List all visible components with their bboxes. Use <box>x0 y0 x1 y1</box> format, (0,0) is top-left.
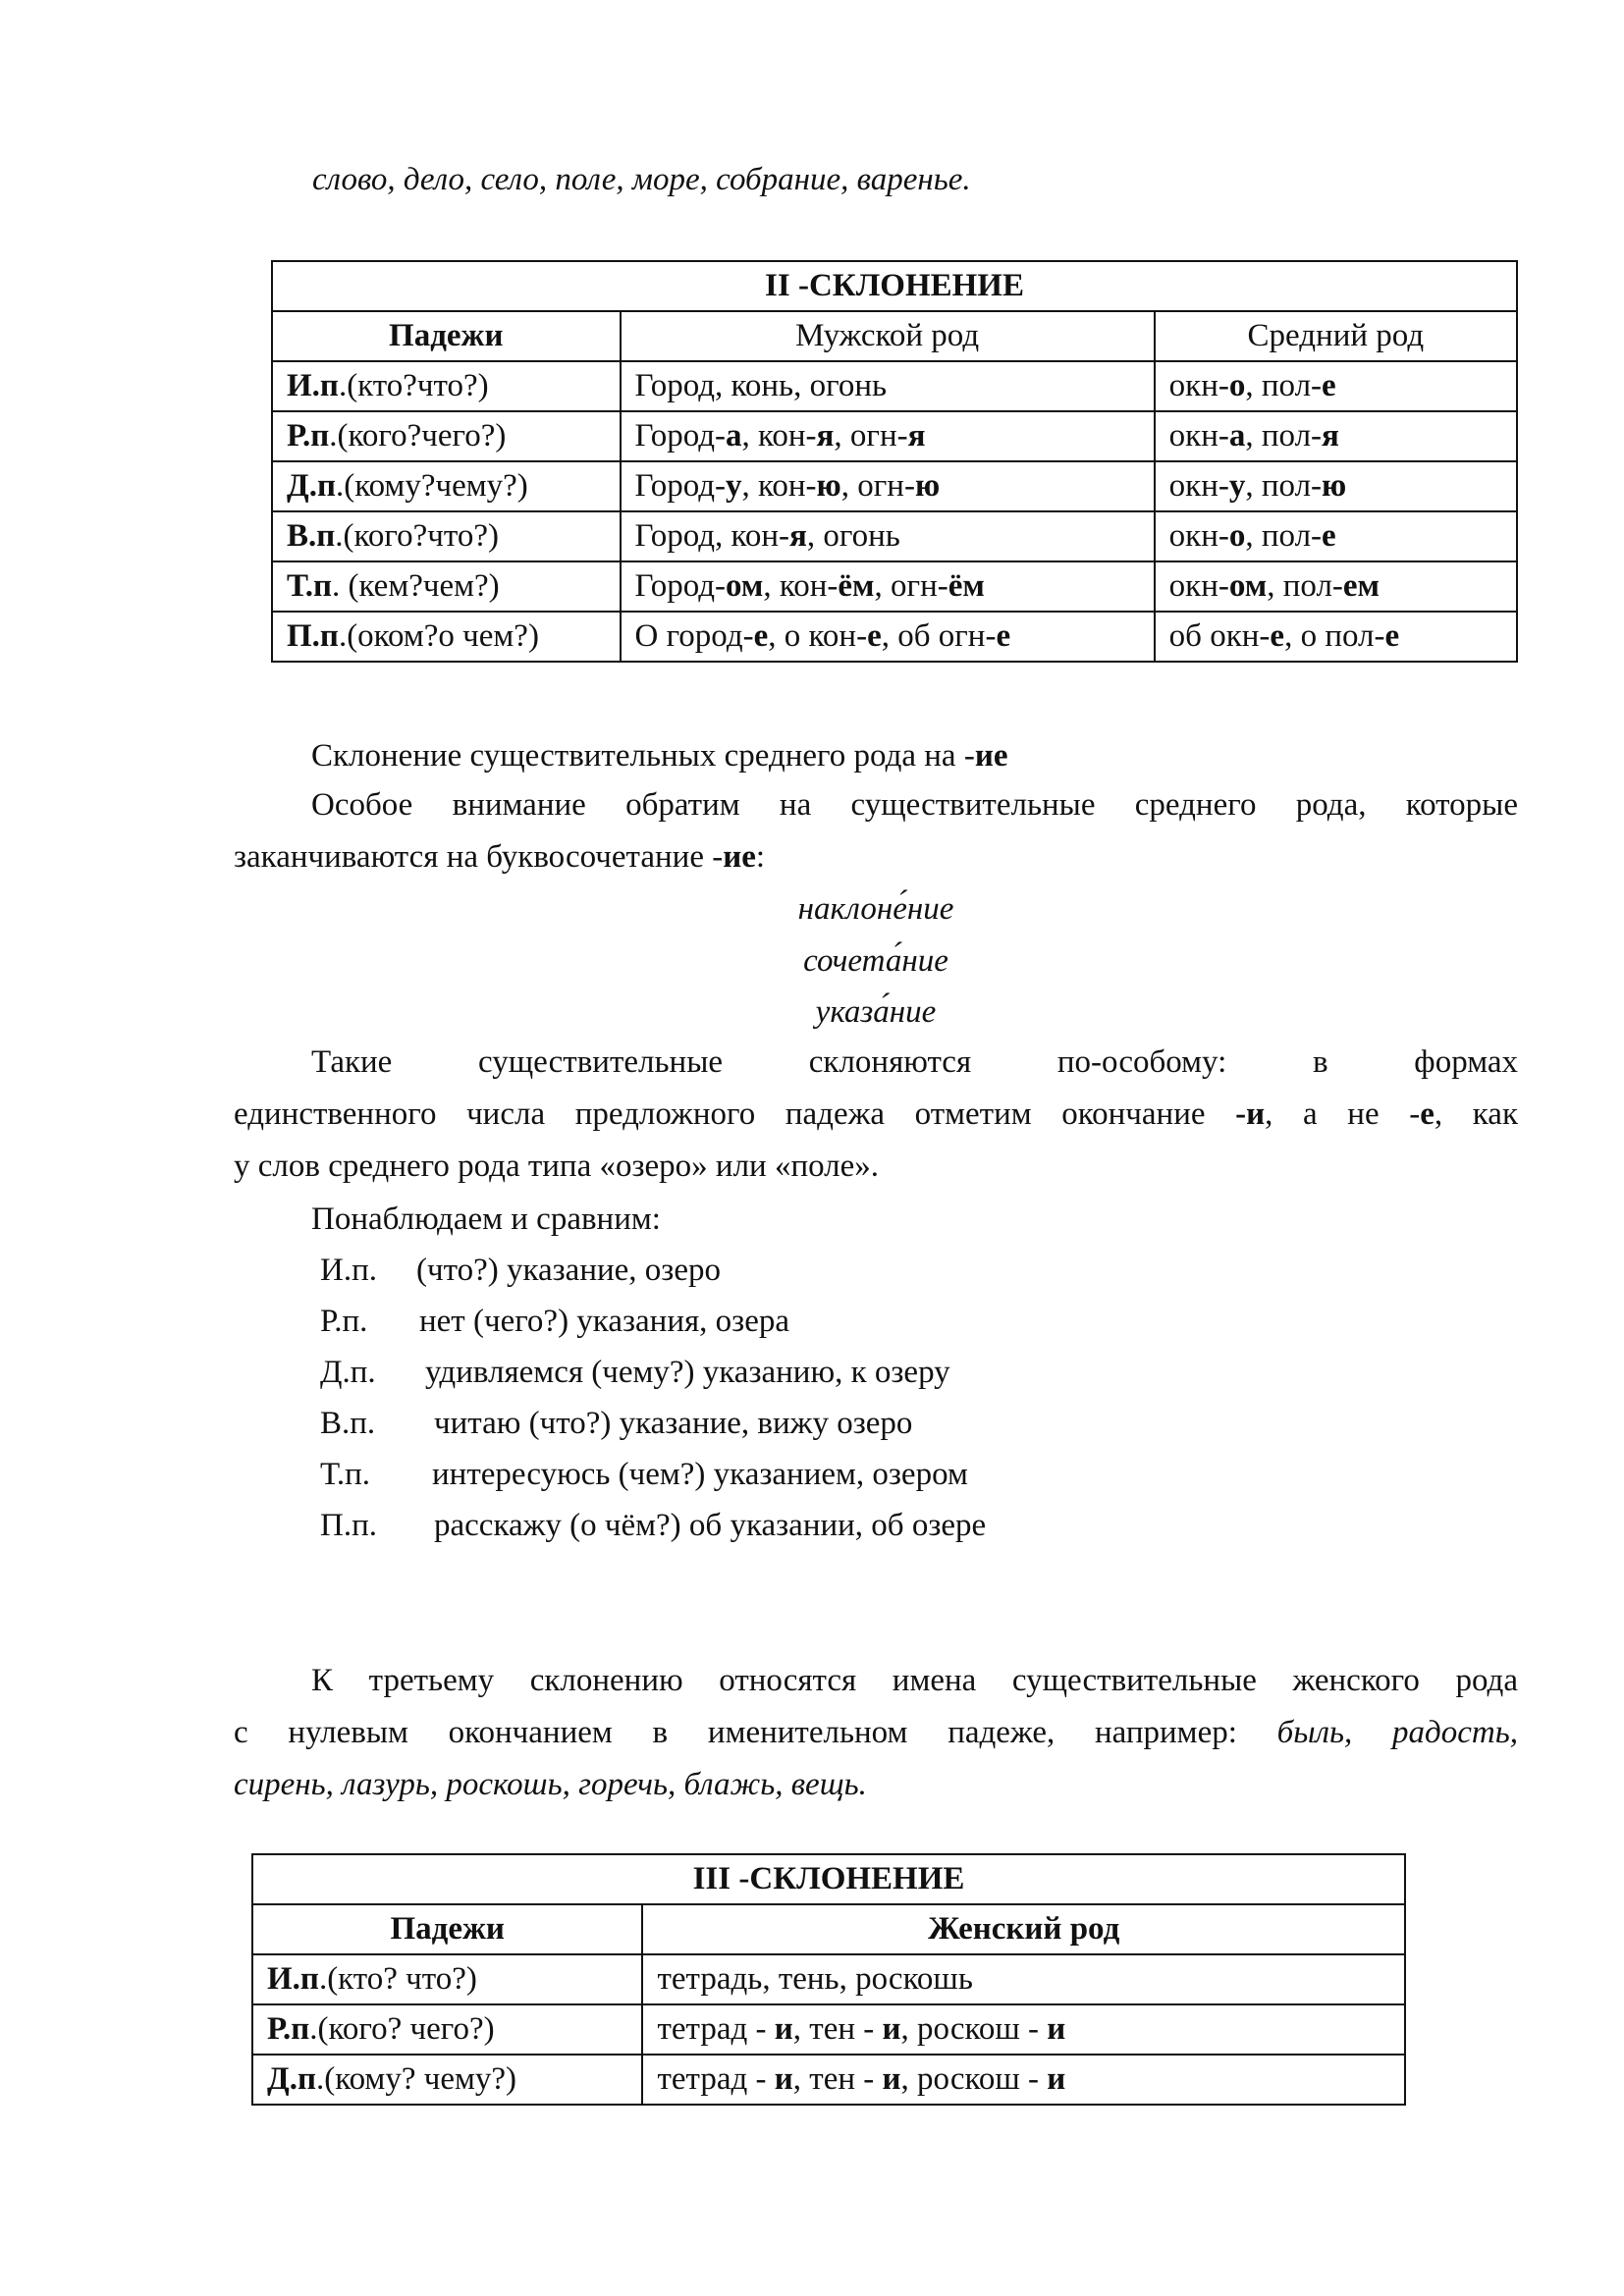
case-cell <box>272 511 621 561</box>
paragraph-line: сирень, лазурь, роскошь, горечь, блажь, вещь. <box>234 1767 867 1802</box>
text-segment: окн- <box>1168 518 1229 554</box>
text-segment: , пол- <box>1245 368 1323 403</box>
second-declension-table <box>271 260 1518 663</box>
compare-row <box>320 1459 968 1491</box>
ending-bold: и <box>1047 2061 1066 2097</box>
text-segment: , роскош - <box>900 2011 1048 2047</box>
ending-bold: и <box>774 2011 793 2047</box>
feminine-cell <box>642 2004 1405 2055</box>
ending-bold: и <box>774 2061 793 2097</box>
example-word: сочета́ние <box>803 943 948 979</box>
header-cases: Падежи <box>252 1904 642 1954</box>
paragraph-line <box>234 1655 1518 1707</box>
observe-line: Понаблюдаем и сравним: <box>311 1201 661 1237</box>
text-segment: , кон- <box>741 418 817 454</box>
paragraph-text: Такие существительные склоняются по-особому: в формах <box>311 1044 1518 1080</box>
text-segment: Город- <box>634 468 727 504</box>
ending-bold: ём <box>947 568 985 604</box>
compare-text: (что?) указание, озеро <box>416 1253 721 1288</box>
neuter-cell <box>1155 361 1517 411</box>
ending-bold: и <box>882 2061 901 2097</box>
compare-case: Т.п. <box>320 1457 371 1492</box>
compare-text: нет (чего?) указания, озера <box>419 1304 790 1339</box>
paragraph-line <box>234 779 1518 831</box>
ending-bold: о <box>1228 518 1246 554</box>
ending-bold: Д.п <box>267 2061 316 2097</box>
text-segment: .(кто? что?) <box>318 1961 477 1997</box>
case-cell <box>252 1954 642 2004</box>
table-row <box>272 411 1517 461</box>
ending-bold: е <box>1270 618 1285 654</box>
case-cell <box>272 361 621 411</box>
text-segment: , роскош - <box>900 2061 1048 2097</box>
example-word: наклоне́ние <box>797 891 954 927</box>
paragraph-ie-intro <box>234 779 1518 883</box>
compare-row <box>320 1510 986 1542</box>
ending-bold: я <box>907 418 926 454</box>
compare-row <box>320 1357 950 1389</box>
text-segment: , а не - <box>1265 1096 1421 1132</box>
ending-bold: ю <box>1322 468 1347 504</box>
ending-bold: о <box>1228 368 1246 403</box>
table-title-row <box>252 1854 1405 1904</box>
text-segment: , тен - <box>792 2061 883 2097</box>
ending-bold: е <box>753 618 769 654</box>
header-feminine: Женский род <box>642 1904 1405 1954</box>
compare-case: Р.п. <box>320 1304 368 1339</box>
case-cell <box>252 2004 642 2055</box>
table-row <box>272 561 1517 612</box>
intro-examples: слово, дело, село, поле, море, собрание, варенье. <box>312 162 971 197</box>
case-cell <box>272 561 621 612</box>
table-row <box>252 1954 1405 2004</box>
paragraph-line <box>234 1037 1518 1089</box>
paragraph-text: : <box>755 839 766 875</box>
neuter-cell <box>1155 411 1517 461</box>
header-neuter: Средний род <box>1155 311 1517 361</box>
ending-bold: Р.п <box>287 418 330 454</box>
table-row <box>272 511 1517 561</box>
table-row <box>252 2004 1405 2055</box>
ending-bold: е <box>996 618 1011 654</box>
text-segment: , кон- <box>763 568 839 604</box>
text-segment: , об огн- <box>881 618 997 654</box>
paragraph-text: К третьему склонению относятся имена существительные женского рода <box>311 1663 1518 1698</box>
ending-bold: ём <box>838 568 875 604</box>
text-segment: . (кем?чем?) <box>331 568 500 604</box>
ending-bold: ем <box>1342 568 1380 604</box>
text-segment: , как <box>1434 1096 1518 1132</box>
ending-bold: ом <box>726 568 764 604</box>
third-declension-table <box>251 1853 1406 2106</box>
paragraph-third-declension <box>234 1655 1518 1811</box>
header-masculine: Мужской род <box>621 311 1155 361</box>
masculine-cell <box>621 361 1155 411</box>
text-segment: , пол- <box>1245 518 1323 554</box>
text-segment: .(оком?о чем?) <box>338 618 539 654</box>
heading-suffix: ие <box>974 738 1008 774</box>
table-row <box>272 612 1517 662</box>
ending-bold: И.п <box>287 368 339 403</box>
neuter-cell <box>1155 612 1517 662</box>
ending-bold: ю <box>914 468 941 504</box>
text-segment: тетрадь, тень, роскошь <box>657 1961 973 1997</box>
feminine-cell <box>642 1954 1405 2004</box>
text-segment: об окн- <box>1168 618 1271 654</box>
ending-bold: у <box>726 468 742 504</box>
text-segment: Город, кон- <box>634 518 790 554</box>
case-cell <box>272 612 621 662</box>
compare-text: расскажу (о чём?) об указании, об озере <box>434 1508 987 1543</box>
ending-bold: Р.п <box>267 2011 310 2047</box>
case-cell <box>272 411 621 461</box>
text-segment: , пол- <box>1245 468 1323 504</box>
paragraph-examples: быль, радость, <box>1276 1715 1518 1750</box>
compare-case: П.п. <box>320 1508 377 1543</box>
feminine-cell <box>642 2055 1405 2105</box>
ending-bold: я <box>789 518 807 554</box>
text-segment: , кон- <box>741 468 817 504</box>
masculine-cell <box>621 612 1155 662</box>
ending-bold: е <box>1384 618 1400 654</box>
text-segment: единственного числа предложного падежа отметим окончание <box>234 1096 1236 1132</box>
compare-row <box>320 1306 789 1338</box>
paragraph-text: с нулевым окончанием в именительном падеже, например: <box>234 1715 1237 1750</box>
text-segment: , тен - <box>792 2011 883 2047</box>
table-row <box>272 461 1517 511</box>
ending-bold: П.п <box>287 618 339 654</box>
text-segment: окн- <box>1168 418 1229 454</box>
ending-bold: -и <box>1235 1096 1266 1132</box>
text-segment: Город, конь, огонь <box>634 368 888 403</box>
text-segment: .(кому? чему?) <box>315 2061 516 2097</box>
suffix-bold: ие <box>723 839 756 875</box>
text-segment: окн- <box>1168 368 1229 403</box>
table-title-row <box>272 261 1517 311</box>
text-segment: тетрад - <box>657 2011 775 2047</box>
ending-bold: я <box>816 418 835 454</box>
case-cell <box>272 461 621 511</box>
paragraph-text: Особое внимание обратим на существительные среднего рода, которые <box>311 787 1518 823</box>
masculine-cell <box>621 561 1155 612</box>
text-segment: , пол- <box>1267 568 1343 604</box>
paragraph-text: заканчиваются на буквосочетание - <box>234 839 724 875</box>
masculine-cell <box>621 461 1155 511</box>
paragraph-line <box>234 1707 1518 1759</box>
ending-bold: и <box>1047 2011 1066 2047</box>
header-cases: Падежи <box>272 311 621 361</box>
text-segment: Город- <box>634 418 727 454</box>
paragraph-line <box>234 1089 1518 1141</box>
compare-row <box>320 1255 721 1287</box>
text-segment: , о кон- <box>768 618 868 654</box>
neuter-cell <box>1155 461 1517 511</box>
text-segment: О город- <box>634 618 754 654</box>
text-segment: .(кому?чему?) <box>335 468 528 504</box>
text-segment: , огонь <box>806 518 900 554</box>
masculine-cell <box>621 411 1155 461</box>
masculine-cell <box>621 511 1155 561</box>
neuter-cell <box>1155 561 1517 612</box>
ie-section-heading <box>311 740 1007 773</box>
ending-bold: В.п <box>287 518 336 554</box>
neuter-cell <box>1155 511 1517 561</box>
text-segment: тетрад - <box>657 2061 775 2097</box>
text-segment: Город- <box>634 568 727 604</box>
paragraph-ie-rule <box>234 1037 1518 1193</box>
text-segment: , пол- <box>1245 418 1323 454</box>
ending-bold: е <box>1420 1096 1435 1132</box>
ending-bold: е <box>867 618 882 654</box>
ending-bold: я <box>1322 418 1339 454</box>
ending-bold: ю <box>816 468 841 504</box>
text-segment: , о пол- <box>1284 618 1385 654</box>
ending-bold: е <box>1322 518 1336 554</box>
table-header-row <box>252 1904 1405 1954</box>
compare-text: читаю (что?) указание, вижу озеро <box>434 1406 913 1441</box>
heading-text: Склонение существительных среднего рода на - <box>311 738 975 774</box>
ending-bold: у <box>1228 468 1246 504</box>
case-cell <box>252 2055 642 2105</box>
compare-case: Д.п. <box>320 1355 376 1390</box>
table-title: III -СКЛОНЕНИЕ <box>252 1854 1405 1904</box>
paragraph-line: у слов среднего рода типа «озеро» или «поле». <box>234 1148 880 1184</box>
text-segment: .(кто?что?) <box>338 368 489 403</box>
ending-bold: И.п <box>267 1961 319 1997</box>
paragraph-line <box>234 831 1518 883</box>
ending-bold: а <box>726 418 742 454</box>
table-header-row <box>272 311 1517 361</box>
table-row <box>272 361 1517 411</box>
text-segment: , огн- <box>834 418 908 454</box>
text-segment: .(кого?чего?) <box>329 418 507 454</box>
compare-row <box>320 1408 912 1440</box>
ending-bold: Д.п <box>287 468 336 504</box>
compare-case: И.п. <box>320 1253 377 1288</box>
compare-text: интересуюсь (чем?) указанием, озером <box>432 1457 968 1492</box>
compare-text: удивляемся (чему?) указанию, к озеру <box>425 1355 950 1390</box>
example-word: указа́ние <box>815 994 937 1030</box>
text-segment: окн- <box>1168 568 1229 604</box>
table-title: II -СКЛОНЕНИЕ <box>272 261 1517 311</box>
text-segment: , огн- <box>874 568 948 604</box>
text-segment: окн- <box>1168 468 1229 504</box>
compare-case: В.п. <box>320 1406 376 1441</box>
text-segment: , огн- <box>840 468 915 504</box>
table-row <box>252 2055 1405 2105</box>
text-segment: .(кого? чего?) <box>309 2011 495 2047</box>
ending-bold: а <box>1228 418 1246 454</box>
ending-bold: ом <box>1228 568 1268 604</box>
ending-bold: и <box>882 2011 901 2047</box>
ending-bold: е <box>1322 368 1336 403</box>
text-segment: .(кого?что?) <box>335 518 499 554</box>
ending-bold: Т.п <box>287 568 332 604</box>
